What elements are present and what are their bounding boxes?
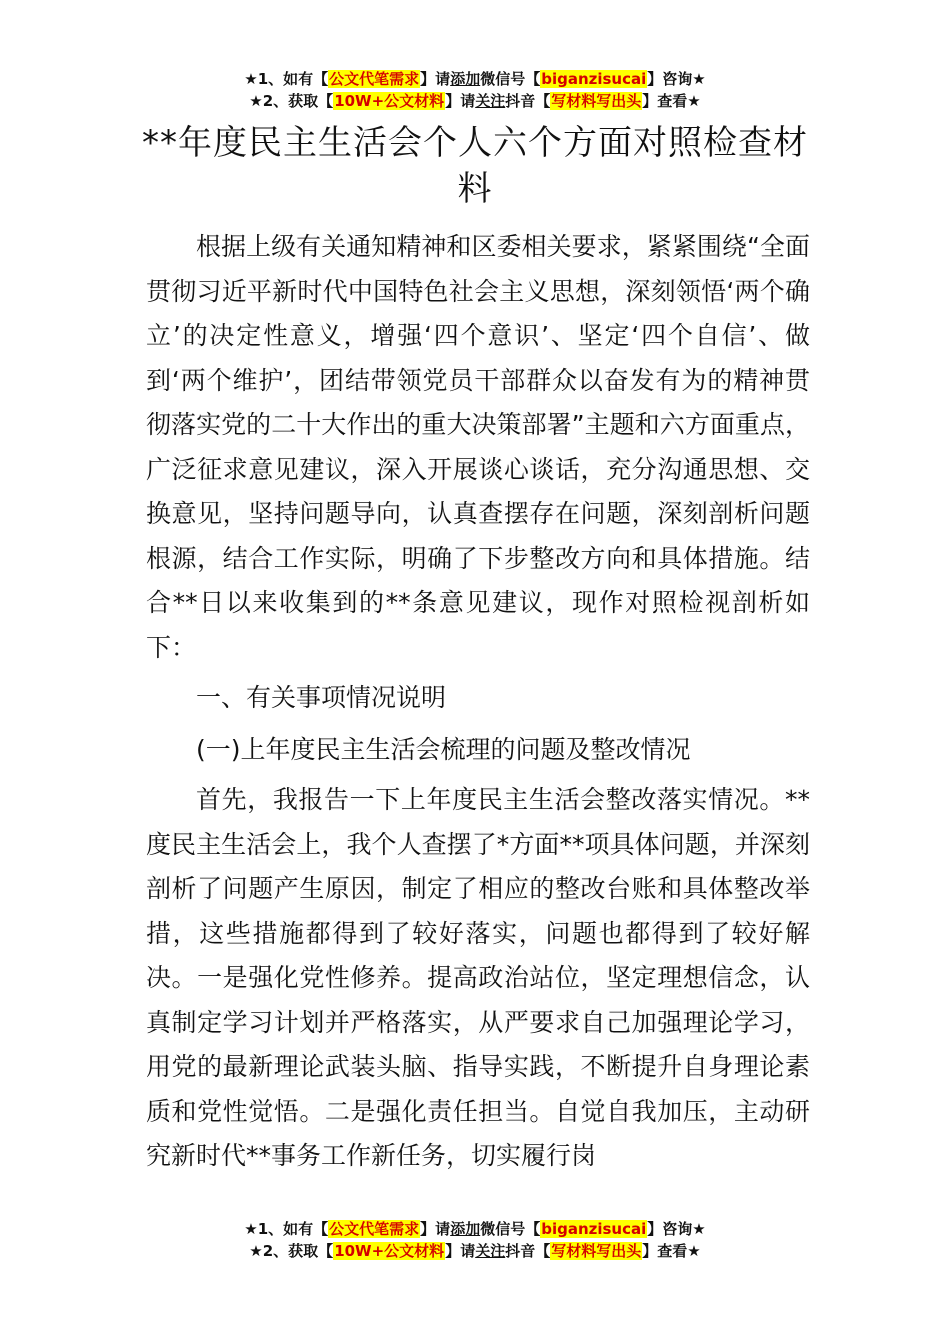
- notice-text: ★2、获取【: [249, 92, 334, 110]
- subsection-heading-1: (一)上年度民主生活会梳理的问题及整改情况: [196, 735, 691, 764]
- highlight-wechat-id: biganzisucai: [541, 1220, 647, 1238]
- notice-text: 】请: [445, 1242, 476, 1260]
- notice-text: 】请: [420, 70, 451, 88]
- notice-text: ★1、如有【: [244, 70, 329, 88]
- notice-text: 】查看★: [642, 1242, 701, 1260]
- highlight-service: 公文代笔需求: [329, 1220, 420, 1238]
- notice-line-1: [0, 1218, 950, 1240]
- highlight-douyin-account: 写材料写出头: [551, 1242, 642, 1260]
- body-paragraph-1: 首先，我报告一下上年度民主生活会整改落实情况。**度民主生活会上，我个人查摆了*方面**项具体问题，并深刻剖析了问题产生原因，制定了相应的整改台账和具体整改举措，这些措施都得到了较好落实，问题也都得到了较好解决。一是强化党性修养。提高政治站位，坚定理想信念，认真制定学习计划并严格落实，从严要求自己加强理论学习，用党的最新理论武装头脑、指导实践，不断提升自身理论素质和党性觉悟。二是强化责任担当。自觉自我加压，主动研究新时代**事务工作新任务，切实履行岗: [146, 785, 810, 1170]
- document-title: **年度民主生活会个人六个方面对照检查材料: [142, 123, 808, 209]
- footer-notice: [0, 1218, 950, 1262]
- notice-text: 】咨询★: [647, 1220, 706, 1238]
- notice-underline: 添加: [450, 1220, 481, 1238]
- notice-text: 微信号【: [480, 1220, 541, 1238]
- notice-text: 】咨询★: [647, 70, 706, 88]
- notice-text: 】请: [445, 92, 476, 110]
- notice-underline: 关注: [475, 1242, 506, 1260]
- notice-underline: 关注: [475, 92, 506, 110]
- intro-paragraph: 根据上级有关通知精神和区委相关要求，紧紧围绕“全面贯彻习近平新时代中国特色社会主义思想，深刻领悟‘两个确立’的决定性意义，增强‘四个意识’、坚定‘四个自信’、做到‘两个维护’，团结带领党员干部群众以奋发有为的精神贯彻落实党的二十大作出的重大决策部署”主题和六方面重点，广泛征求意见建议，深入开展谈心谈话，充分沟通思想、交换意见，坚持问题导向，认真查摆存在问题，深刻剖析问题根源，结合工作实际，明确了下步整改方向和具体措施。结合**日以来收集到的**条意见建议，现作对照检视剖析如下：: [146, 232, 810, 662]
- notice-line-2: [0, 1240, 950, 1262]
- section-heading-1: 一、有关事项情况说明: [196, 683, 447, 712]
- notice-text: 抖音【: [505, 1242, 551, 1260]
- notice-text: ★2、获取【: [249, 1242, 334, 1260]
- header-notice: [0, 68, 950, 112]
- notice-line-1: [0, 68, 950, 90]
- notice-text: 微信号【: [480, 70, 541, 88]
- notice-text: 抖音【: [505, 92, 551, 110]
- highlight-service: 公文代笔需求: [329, 70, 420, 88]
- highlight-materials: 10W+公文材料: [334, 92, 445, 110]
- highlight-materials: 10W+公文材料: [334, 1242, 445, 1260]
- document-body: [146, 225, 810, 1179]
- notice-underline: 添加: [450, 70, 481, 88]
- highlight-wechat-id: biganzisucai: [541, 70, 647, 88]
- notice-text: 】请: [420, 1220, 451, 1238]
- notice-text: ★1、如有【: [244, 1220, 329, 1238]
- notice-line-2: [0, 90, 950, 112]
- highlight-douyin-account: 写材料写出头: [551, 92, 642, 110]
- notice-text: 】查看★: [642, 92, 701, 110]
